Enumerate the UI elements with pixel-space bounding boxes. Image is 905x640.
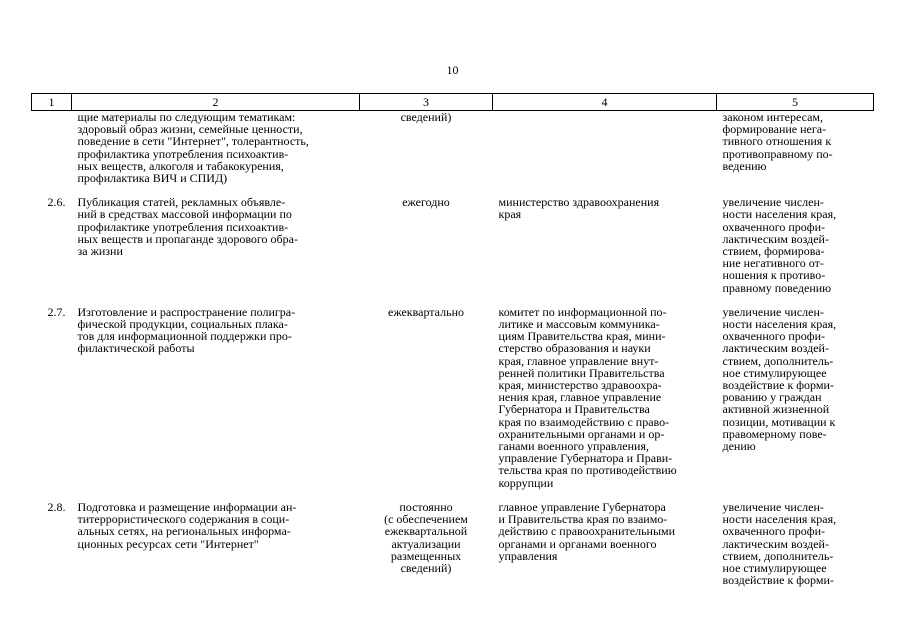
text-line: размещенных bbox=[390, 548, 462, 563]
header-cell-term: 3 bbox=[360, 94, 493, 111]
header-cell-description: 2 bbox=[72, 94, 360, 111]
table-row bbox=[32, 306, 874, 489]
header-cell-executor: 4 bbox=[493, 94, 717, 111]
text-line: правному поведению bbox=[722, 280, 832, 295]
table-row bbox=[32, 501, 874, 586]
table-row bbox=[32, 111, 874, 185]
text-line: ционных ресурсах сети "Интернет" bbox=[77, 536, 259, 551]
result-cell bbox=[717, 196, 874, 294]
text-line: увеличение числен- bbox=[722, 499, 824, 514]
text-line: органами и органами военного bbox=[498, 536, 657, 551]
text-line: ности населения края, bbox=[722, 207, 837, 222]
description-cell bbox=[72, 196, 360, 294]
text-line: ствием, формирова- bbox=[722, 244, 825, 259]
result-cell bbox=[717, 501, 874, 586]
text-line: ных веществ и пропаганде здорового обра- bbox=[77, 231, 298, 246]
text-line: законом интересам, bbox=[722, 110, 824, 124]
executor-cell bbox=[493, 501, 717, 586]
text-line: тельства края по противодействию bbox=[498, 463, 677, 478]
executor-cell bbox=[493, 306, 717, 489]
executor-cell bbox=[493, 196, 717, 294]
text-line: увеличение числен- bbox=[722, 304, 824, 319]
text-line: правомерному пове- bbox=[722, 426, 827, 441]
header-cell-result: 5 bbox=[717, 94, 874, 111]
text-line: управление Губернатора и Прави- bbox=[498, 451, 673, 466]
text-line: воздействие к форми- bbox=[722, 378, 834, 393]
text-line: края по взаимодействию с право- bbox=[498, 414, 670, 429]
text-line: охваченного профи- bbox=[722, 219, 825, 234]
text-line: филактической работы bbox=[77, 341, 195, 356]
executor-cell bbox=[493, 111, 717, 185]
text-line: ренней политики Правительства bbox=[498, 365, 665, 380]
text-line: охранительными органами и ор- bbox=[498, 426, 665, 441]
description-cell bbox=[72, 306, 360, 489]
text-line: ных веществ, алкоголя и табакокурения, bbox=[77, 158, 284, 173]
text-line: Изготовление и распространение полигра- bbox=[77, 304, 296, 319]
header-cell-number: 1 bbox=[32, 94, 72, 111]
term-cell bbox=[360, 306, 493, 489]
text-line: противоправному по- bbox=[722, 146, 833, 161]
text-line: края bbox=[498, 207, 522, 222]
text-line: за жизни bbox=[77, 244, 123, 259]
text-line: постоянно bbox=[399, 499, 453, 514]
text-line: ганами военного управления, bbox=[498, 439, 649, 454]
text-line: здоровый образ жизни, семейные ценности, bbox=[77, 122, 303, 137]
text-line: стерство образования и науки bbox=[498, 341, 651, 356]
text-line: края, министерство здравоохра- bbox=[498, 378, 662, 393]
text-line: активной жизненной bbox=[722, 402, 830, 417]
text-line: циям Правительства края, мини- bbox=[498, 329, 666, 344]
text-line: тивного отношения к bbox=[722, 134, 832, 149]
text-line: фической продукции, социальных плака- bbox=[77, 317, 288, 332]
text-line: Подготовка и размещение информации ан- bbox=[77, 499, 297, 514]
item-number: 2.7. bbox=[47, 304, 66, 319]
header-row bbox=[32, 94, 874, 111]
text-line: сведений) bbox=[400, 560, 452, 575]
text-line: охваченного профи- bbox=[722, 524, 825, 539]
text-line: охваченного профи- bbox=[722, 329, 825, 344]
text-line: рованию у граждан bbox=[722, 390, 822, 405]
text-line: актуализации bbox=[391, 536, 461, 551]
text-line: ние негативного от- bbox=[722, 256, 824, 271]
term-cell bbox=[360, 196, 493, 294]
text-line: титеррористического содержания в соци- bbox=[77, 512, 290, 527]
text-line: увеличение числен- bbox=[722, 195, 824, 210]
text-line: комитет по информационной по- bbox=[498, 304, 667, 319]
item-number: 2.6. bbox=[47, 195, 66, 210]
text-line: альных сетях, на региональных информа- bbox=[77, 524, 291, 539]
text-line: сведений) bbox=[400, 110, 452, 124]
measures-table bbox=[31, 93, 874, 586]
text-line: ствием, дополнитель- bbox=[722, 353, 834, 368]
text-line: ности населения края, bbox=[722, 512, 837, 527]
text-line: профилактике употребления психоактив- bbox=[77, 219, 289, 234]
text-line: Губернатора и Правительства bbox=[498, 402, 650, 417]
text-line: литике и массовым коммуника- bbox=[498, 317, 660, 332]
text-line: ное стимулирующее bbox=[722, 365, 827, 380]
text-line: лактическим воздей- bbox=[722, 231, 829, 246]
text-line: Публикация статей, рекламных объявле- bbox=[77, 195, 286, 210]
text-line: поведение в сети "Интернет", толерантность, bbox=[77, 134, 309, 149]
result-cell bbox=[717, 111, 874, 185]
text-line: лактическим воздей- bbox=[722, 341, 829, 356]
text-line: щие материалы по следующим тематикам: bbox=[77, 110, 296, 124]
text-line: дению bbox=[722, 439, 756, 454]
result-cell bbox=[717, 306, 874, 489]
table-row bbox=[32, 196, 874, 294]
text-line: ежеквартально bbox=[388, 304, 464, 319]
description-cell bbox=[72, 111, 360, 185]
text-line: лактическим воздей- bbox=[722, 536, 829, 551]
text-line: (с обеспечением bbox=[384, 512, 468, 527]
text-line: тов для информационной поддержки про- bbox=[77, 329, 292, 344]
text-line: ствием, дополнитель- bbox=[722, 548, 834, 563]
text-line: нения края, главное управление bbox=[498, 390, 662, 405]
text-line: действию с правоохранительными bbox=[498, 524, 676, 539]
text-line: ежеквартальной bbox=[384, 524, 468, 539]
page-number: 10 bbox=[446, 63, 459, 77]
text-line: ношения к противо- bbox=[722, 268, 826, 283]
text-line: коррупции bbox=[498, 475, 554, 490]
text-line: ное стимулирующее bbox=[722, 560, 827, 575]
text-line: профилактика ВИЧ и СПИД) bbox=[77, 171, 228, 186]
text-line: формирование нега- bbox=[722, 122, 827, 137]
text-line: воздействие к форми- bbox=[722, 573, 834, 588]
text-line: ведению bbox=[722, 158, 767, 173]
table-body bbox=[32, 111, 874, 587]
term-cell bbox=[360, 111, 493, 185]
text-line: и Правительства края по взаимо- bbox=[498, 512, 668, 527]
text-line: ежегодно bbox=[402, 195, 450, 210]
text-line: ний в средствах массовой информации по bbox=[77, 207, 292, 222]
description-cell bbox=[72, 501, 360, 586]
text-line: министерство здравоохранения bbox=[498, 195, 660, 210]
item-number: 2.8. bbox=[47, 499, 66, 514]
text-line: позиции, мотивации к bbox=[722, 414, 836, 429]
text-line: главное управление Губернатора bbox=[498, 499, 666, 514]
text-line: края, главное управление внут- bbox=[498, 353, 659, 368]
text-line: профилактика употребления психоактив- bbox=[77, 146, 289, 161]
text-line: ности населения края, bbox=[722, 317, 837, 332]
item-number bbox=[32, 111, 72, 185]
text-line: управления bbox=[498, 548, 558, 563]
term-cell bbox=[360, 501, 493, 586]
